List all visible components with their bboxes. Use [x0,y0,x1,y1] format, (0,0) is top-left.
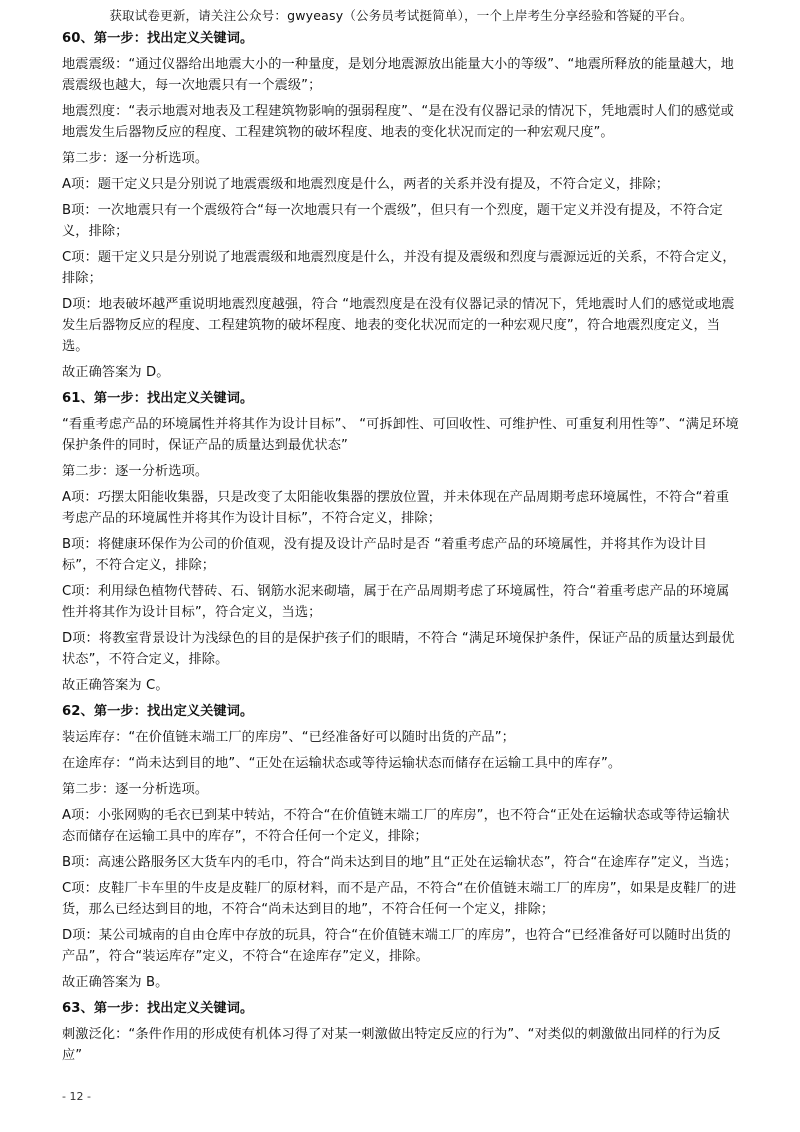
paragraph: A项：巧摆太阳能收集器，只是改变了太阳能收集器的摆放位置，并未体现在产品周期考虑环境属性，不符合“着重考虑产品的环境属性并将其作为设计目标”，不符合定义，排除； [62,490,730,526]
paragraph: 故正确答案为 C。 [62,678,169,693]
paragraph: B项：一次地震只有一个震级符合“每一次地震只有一个震级”，但只有一个烈度，题干定义并没有提及，不符合定义，排除； [62,203,723,239]
paragraph: C项：题干定义只是分别说了地震震级和地震烈度是什么，并没有提及震级和烈度与震源远近的关系，不符合定义，排除； [62,250,736,286]
question-heading: 63、第一步：找出定义关键词。 [62,1001,254,1016]
paragraph: C项：利用绿色植物代替砖、石、钢筋水泥来砌墙，属于在产品周期考虑了环境属性，符合“着重考虑产品的环境属性并将其作为设计目标”，符合定义，当选； [62,584,730,620]
question-heading: 60、第一步：找出定义关键词。 [62,31,254,46]
paragraph: B项：高速公路服务区大货车内的毛巾，符合“尚未达到目的地”且“正处在运输状态”，符合“在途库存”定义，当选； [62,855,738,870]
paragraph: A项：题干定义只是分别说了地震震级和地震烈度是什么，两者的关系并没有提及，不符合定义，排除； [62,177,670,192]
paragraph: 故正确答案为 D。 [62,365,170,380]
paragraph: 第二步：逐一分析选项。 [62,151,209,166]
paragraph: 地震烈度：“表示地震对地表及工程建筑物影响的强弱程度”、“是在没有仪器记录的情况下，凭地震时人们的感觉或地震发生后器物反应的程度、工程建筑物的破坏程度、地表的变化状况而定的一种宏观尺度”。 [62,104,734,140]
paragraph: D项：将教室背景设计为浅绿色的目的是保护孩子们的眼睛，不符合 “满足环境保护条件，保证产品的质量达到最优状态”，不符合定义，排除。 [62,631,735,667]
paragraph: 在途库存：“尚未达到目的地”、“正处在运输状态或等待运输状态而储存在运输工具中的库存”。 [62,756,622,771]
paragraph: 装运库存：“在价值链末端工厂的库房”、“已经准备好可以随时出货的产品”； [62,730,515,745]
question-heading: 61、第一步：找出定义关键词。 [62,391,254,406]
paragraph: C项：皮鞋厂卡车里的牛皮是皮鞋厂的原材料，而不是产品，不符合“在价值链末端工厂的库房”，如果是皮鞋厂的进货，那么已经达到目的地，不符合“尚未达到目的地”，不符合任何一个定义，排除； [62,881,737,917]
paragraph: 故正确答案为 B。 [62,975,169,990]
question-heading: 62、第一步：找出定义关键词。 [62,704,254,719]
paragraph: D项：地表破坏越严重说明地震烈度越强，符合 “地震烈度是在没有仪器记录的情况下，凭地震时人们的感觉或地震发生后器物反应的程度、工程建筑物的破坏程度、地表的变化状况而定的一种宏观尺度”，符合地震烈度定义，当选。 [62,297,735,354]
paragraph: 刺激泛化：“条件作用的形成使有机体习得了对某一刺激做出特定反应的行为”、“对类似的刺激做出同样的行为反应” [62,1027,721,1063]
document-body [62,28,740,1066]
paragraph: B项：将健康环保作为公司的价值观，没有提及设计产品时是否 “着重考虑产品的环境属性，并将其作为设计目标”，不符合定义，排除； [62,537,707,573]
paragraph: D项：某公司城南的自由仓库中存放的玩具，符合“在价值链末端工厂的库房”，也符合“已经准备好可以随时出货的产品”，符合“装运库存”定义，不符合“在途库存”定义，排除。 [62,928,731,964]
paragraph: 第二步：逐一分析选项。 [62,464,209,479]
paragraph: 第二步：逐一分析选项。 [62,782,209,797]
paragraph: A项：小张网购的毛衣已到某中转站，不符合“在价值链末端工厂的库房”，也不符合“正处在运输状态或等待运输状态而储存在运输工具中的库存”，不符合任何一个定义，排除； [62,808,730,844]
page-header: 获取试卷更新，请关注公众号：gwyeasy（公务员考试挺简单），一个上岸考生分享经验和答疑的平台。 [109,8,693,23]
paragraph: 地震震级：“通过仪器给出地震大小的一种量度，是划分地震源放出能量大小的等级”、“地震所释放的能量越大，地震震级也越大，每一次地震只有一个震级”； [62,57,734,93]
paragraph: “看重考虑产品的环境属性并将其作为设计目标”、 “可拆卸性、可回收性、可维护性、可重复利用性等”、“满足环境保护条件的同时，保证产品的质量达到最优状态” [62,417,739,453]
page-number: - 12 - [62,1090,91,1103]
